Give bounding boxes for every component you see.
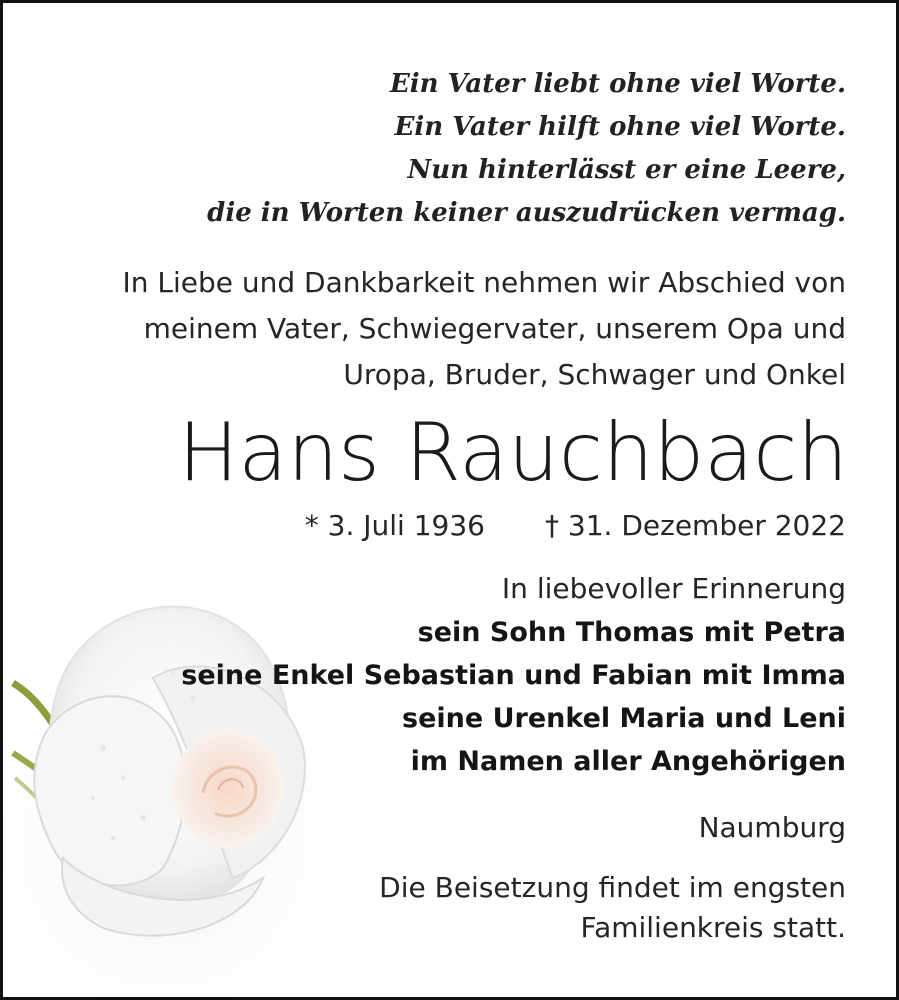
memory-line: In liebevoller Erinnerung [501,572,846,605]
mourner-line: sein Sohn Thomas mit Petra [417,617,846,648]
mourner-line: seine Urenkel Maria und Leni [402,703,846,734]
poem-line: Ein Vater hilft ohne viel Worte. [394,112,846,142]
poem [207,63,846,235]
intro-line: Uropa, Bruder, Schwager und Onkel [343,358,846,391]
farewell-intro [122,260,846,398]
funeral-note-line: Familienkreis statt. [580,911,846,944]
intro-line: In Liebe und Dankbarkeit nehmen wir Abschied von [122,266,846,299]
poem-line: die in Worten keiner auszudrücken vermag. [207,198,846,228]
mourner-line: seine Enkel Sebastian und Fabian mit Imma [181,660,846,691]
death-date: † 31. Dezember 2022 [545,509,846,542]
poem-line: Nun hinterlässt er eine Leere, [407,155,846,185]
funeral-note [379,868,846,948]
intro-line: meinem Vater, Schwiegervater, unserem Opa und [143,312,846,345]
life-dates [305,506,846,546]
birth-date: * 3. Juli 1936 [304,509,485,542]
deceased-name: Hans Rauchbach [178,406,848,499]
mourner-line: im Namen aller Angehörigen [410,746,846,777]
poem-line: Ein Vater liebt ohne viel Worte. [389,69,846,99]
mourners-list [181,611,846,783]
town: Naumburg [698,811,846,844]
funeral-note-line: Die Beisetzung findet im engsten [379,871,846,904]
